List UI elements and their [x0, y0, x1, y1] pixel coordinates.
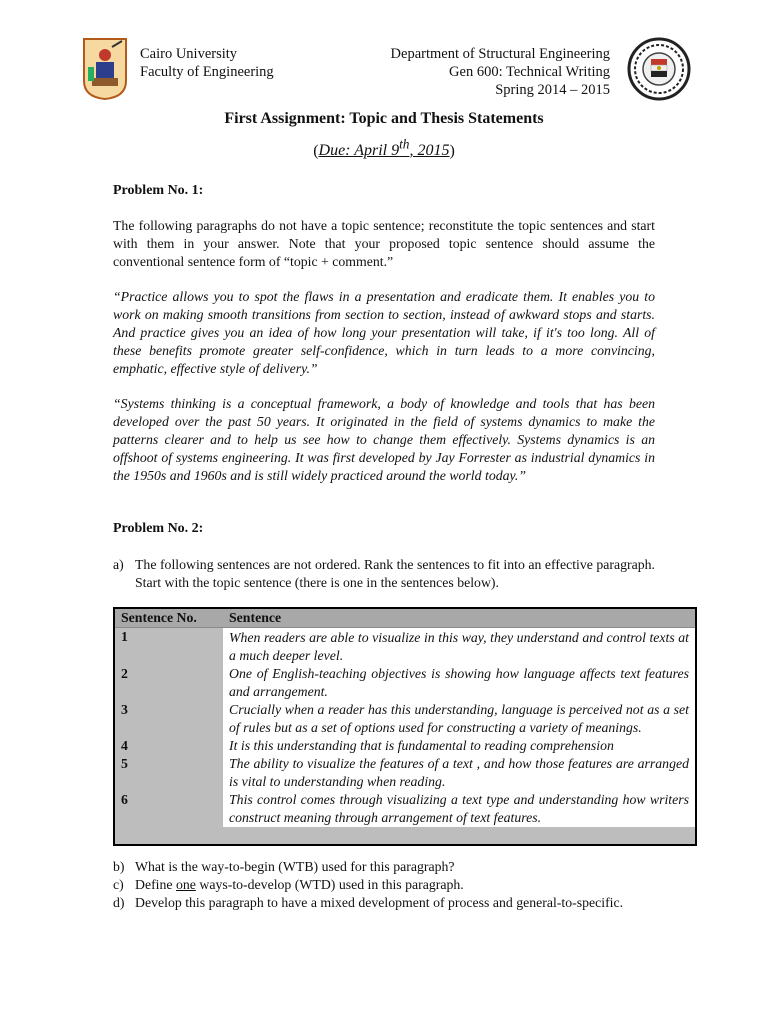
due-text-main: Due: April 9 [318, 142, 400, 160]
item-d-text: Develop this paragraph to have a mixed development of process and general-to-specific. [135, 895, 624, 910]
sentence-text: This control comes through visualizing a text type and understanding how writers construct meaning through arrangement of text features. [223, 791, 695, 827]
problem-1-instructions: The following paragraphs do not have a topic sentence; reconstitute the topic sentences and start with them in your answer. Note that your proposed topic sentence should assume the conventional sentence form of “topic + comment.” [113, 218, 655, 269]
column-header-sentence-no: Sentence No. [115, 609, 223, 628]
problem-2-item-b [113, 858, 655, 876]
sentence-text: Crucially when a reader has this understanding, language is perceived not as a set of rules but as a set of options used for constructing a variety of meanings. [223, 701, 695, 737]
table-row [115, 628, 695, 666]
problem-2-heading: Problem No. 2: [113, 521, 204, 536]
department-name: Department of Structural Engineering [390, 46, 610, 62]
column-header-sentence: Sentence [223, 609, 695, 628]
course-name: Gen 600: Technical Writing [449, 64, 610, 80]
sentence-number: 3 [115, 701, 223, 737]
engineering-faculty-seal [627, 37, 691, 101]
problem-2-item-c [113, 876, 655, 894]
due-text [318, 137, 450, 160]
sentence-number: 5 [115, 755, 223, 791]
table-row [115, 755, 695, 791]
due-close-paren: ) [449, 142, 455, 160]
term-name: Spring 2014 – 2015 [495, 82, 610, 98]
item-a-marker: a) [113, 557, 124, 572]
problem-2-items-bcd [113, 858, 655, 912]
item-c-text-underlined: one [176, 877, 196, 892]
due-open-paren: ( [313, 142, 319, 160]
item-c-text-post: ways-to-develop (WTD) used in this paragraph. [195, 877, 464, 892]
due-date [0, 137, 768, 160]
header-right [391, 45, 610, 99]
problem-1-paragraph-2: “Systems thinking is a conceptual framework, a body of knowledge and tools that has been developed over the past 50 years. It originated in the field of systems dynamics to make the patterns clearer and to help us see how to change them effectively. Systems dynamics is an offshoot of systems engineering. It was first developed by Jay Forrester as industrial dynamics in the 1950s and 1960s and is still widely practiced around the world today.” [113, 396, 655, 483]
university-name: Cairo University [140, 46, 238, 62]
problem-2-item-a [113, 556, 655, 592]
faculty-name: Faculty of Engineering [140, 64, 274, 80]
table-row [115, 791, 695, 827]
item-c-text-pre: Define [135, 877, 176, 892]
sentence-text: When readers are able to visualize in this way, they understand and control texts at a much deeper level. [223, 628, 695, 666]
item-b-marker: b) [113, 859, 125, 874]
item-c-marker: c) [113, 877, 124, 892]
table-row [115, 665, 695, 701]
sentences-table [113, 607, 697, 846]
due-text-year: , 2015 [409, 142, 450, 160]
item-d-marker: d) [113, 895, 125, 910]
problem-1-heading: Problem No. 1: [113, 183, 204, 198]
sentence-number: 4 [115, 737, 223, 755]
item-a-text: The following sentences are not ordered. Rank the sentences to fit into an effective paragraph. Start with the topic sentence (there is one in the sentences below). [135, 557, 655, 590]
sentence-number: 1 [115, 628, 223, 666]
sentence-number: 2 [115, 665, 223, 701]
sentence-text: One of English-teaching objectives is showing how language affects text features and arrangement. [223, 665, 695, 701]
header-left [140, 45, 274, 81]
sentence-text: The ability to visualize the features of a text , and how those features are arranged is vital to understanding when reading. [223, 755, 695, 791]
assignment-title: First Assignment: Topic and Thesis Statements [224, 110, 544, 127]
sentence-text: It is this understanding that is fundamental to reading comprehension [223, 737, 695, 755]
table-row [115, 701, 695, 737]
table-row [115, 737, 695, 755]
problem-2-item-d [113, 894, 655, 912]
due-text-sup: th [399, 137, 410, 152]
item-b-text: What is the way-to-begin (WTB) used for this paragraph? [135, 859, 455, 874]
cairo-university-logo [82, 37, 128, 101]
table-header-row [115, 609, 695, 628]
problem-1-paragraph-1: “Practice allows you to spot the flaws in a presentation and eradicate them. It enables you to work on making smooth transitions from section to section, instead of awkward stops and starts. And practice gives you an idea of how long your presentation will take, if it's too long. All of these benefits promote greater self-confidence, which in turn leads to a more convincing, emphatic, effective style of delivery.” [113, 289, 655, 376]
sentence-number: 6 [115, 791, 223, 827]
